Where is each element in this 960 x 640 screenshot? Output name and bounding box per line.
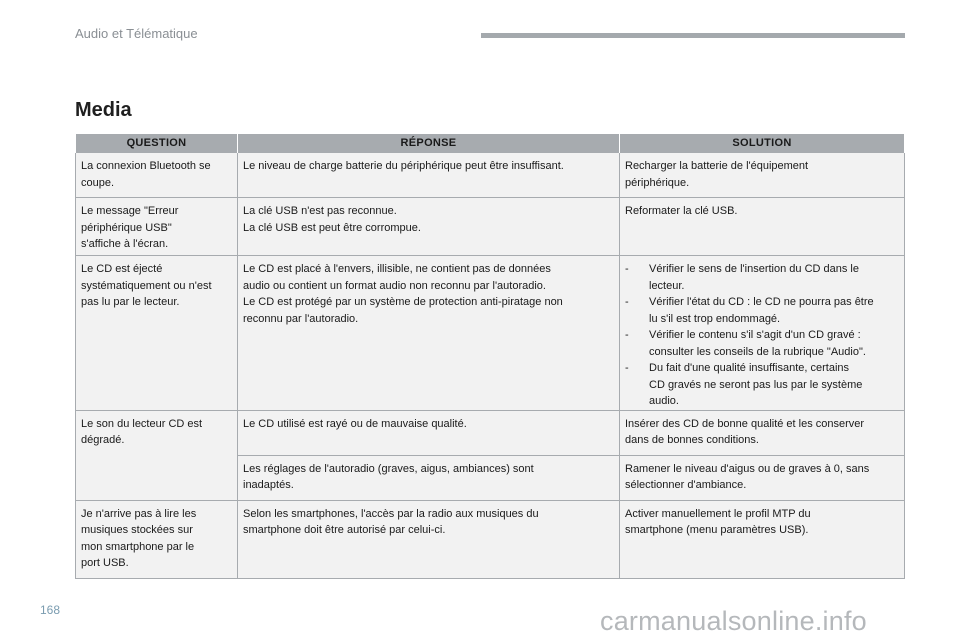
solution-list-item: - Du fait d'une qualité insuffisante, certains CD gravés ne seront pas lus par le système audio.: [625, 360, 899, 410]
solution-cell: Ramener le niveau d'aigus ou de graves à 0, sans sélectionner d'ambiance.: [620, 455, 905, 500]
solution-cell: Recharger la batterie de l'équipement périphérique.: [620, 153, 905, 198]
column-header-response: RÉPONSE: [238, 134, 620, 153]
table-row: [76, 256, 905, 411]
question-cell: Le son du lecteur CD est dégradé.: [76, 410, 238, 500]
response-cell: Selon les smartphones, l'accès par la radio aux musiques du smartphone doit être autorisé par celui-ci.: [238, 500, 620, 578]
response-cell: Le CD utilisé est rayé ou de mauvaise qualité.: [238, 410, 620, 455]
solution-list-item: - Vérifier le sens de l'insertion du CD dans le lecteur.: [625, 261, 899, 294]
question-cell: Le CD est éjecté systématiquement ou n'est pas lu par le lecteur.: [76, 256, 238, 411]
solution-cell: Activer manuellement le profil MTP du smartphone (menu paramètres USB).: [620, 500, 905, 578]
page-number: 168: [40, 603, 61, 617]
table-row: [76, 198, 905, 256]
solution-list-item: - Vérifier l'état du CD : le CD ne pourra pas être lu s'il est trop endommagé.: [625, 294, 899, 327]
response-cell: Le CD est placé à l'envers, illisible, ne contient pas de données audio ou contient un format audio non reconnu par l'autoradio. Le CD est protégé par un système de protection anti-piratage non reconnu par l'autoradio.: [238, 256, 620, 411]
column-header-question: QUESTION: [76, 134, 238, 153]
table-row: [76, 500, 905, 578]
solution-cell: Reformater la clé USB.: [620, 198, 905, 256]
section-title: Media: [75, 99, 132, 121]
question-cell: La connexion Bluetooth se coupe.: [76, 153, 238, 198]
header-divider-bar: [481, 33, 905, 38]
table-header-row: [76, 134, 905, 153]
chapter-title: Audio et Télématique: [75, 26, 198, 41]
table-row: [76, 410, 905, 455]
response-cell: Les réglages de l'autoradio (graves, aigus, ambiances) sont inadaptés.: [238, 455, 620, 500]
column-header-solution: SOLUTION: [620, 134, 905, 153]
table-row: [76, 153, 905, 198]
question-cell: Je n'arrive pas à lire les musiques stockées sur mon smartphone par le port USB.: [76, 500, 238, 578]
question-cell: Le message "Erreur périphérique USB" s'affiche à l'écran.: [76, 198, 238, 256]
watermark-text: carmanualsonline.info: [600, 606, 867, 636]
response-cell: La clé USB n'est pas reconnue. La clé USB est peut être corrompue.: [238, 198, 620, 256]
solution-cell: Insérer des CD de bonne qualité et les conserver dans de bonnes conditions.: [620, 410, 905, 455]
solution-list-item: - Vérifier le contenu s'il s'agit d'un CD gravé : consulter les conseils de la rubrique "Audio".: [625, 327, 899, 360]
response-cell: Le niveau de charge batterie du périphérique peut être insuffisant.: [238, 153, 620, 198]
troubleshooting-table: [75, 134, 905, 579]
solution-cell: [620, 256, 905, 411]
